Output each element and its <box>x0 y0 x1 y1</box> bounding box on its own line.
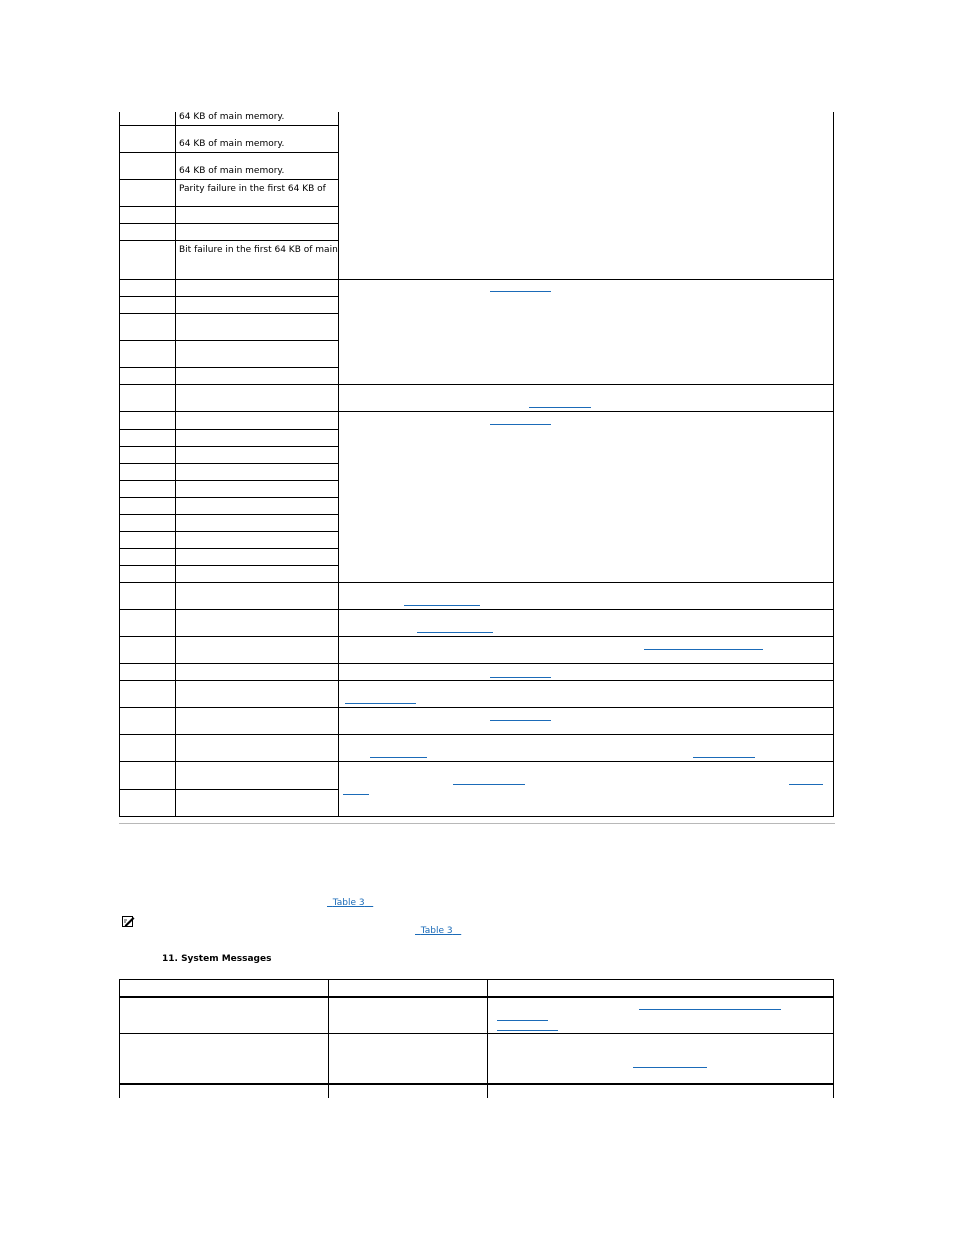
cross-reference-link[interactable] <box>490 424 551 425</box>
table-cell: 64 KB of main memory. <box>179 112 285 122</box>
row-divider <box>119 279 834 280</box>
cross-reference-link[interactable] <box>490 720 551 721</box>
row-divider <box>119 125 339 126</box>
cross-reference-link[interactable] <box>343 794 369 795</box>
row-divider <box>119 240 339 241</box>
row-divider <box>119 179 339 180</box>
row-divider <box>119 152 339 153</box>
row-divider <box>119 411 834 412</box>
section-heading: 11. System Messages <box>162 954 272 964</box>
row-divider <box>119 367 339 368</box>
row-divider <box>119 582 834 583</box>
row-divider <box>119 680 834 681</box>
cross-reference-link[interactable] <box>644 649 763 650</box>
row-divider <box>119 446 339 447</box>
row-divider <box>119 531 339 532</box>
row-divider <box>119 296 339 297</box>
row-divider <box>119 1083 834 1085</box>
row-divider <box>119 707 834 708</box>
table3-link-label: Table 3 <box>332 898 365 908</box>
cross-reference-link[interactable] <box>693 757 755 758</box>
cross-reference-link[interactable] <box>490 677 551 678</box>
cross-reference-link[interactable] <box>490 291 551 292</box>
table-border-bottom <box>119 816 834 817</box>
table-col-divider <box>338 112 339 817</box>
row-divider <box>119 548 339 549</box>
cross-reference-link[interactable] <box>417 632 493 633</box>
table-cell: 64 KB of main memory. <box>179 166 285 176</box>
table-border-top <box>119 979 834 980</box>
table-border-left <box>119 112 120 817</box>
row-divider <box>119 206 339 207</box>
table-col-divider <box>175 112 176 817</box>
note-pencil-icon <box>122 915 135 928</box>
table-cell: 64 KB of main memory. <box>179 139 285 149</box>
cross-reference-link[interactable] <box>453 784 525 785</box>
row-divider <box>119 761 834 762</box>
row-divider <box>119 429 339 430</box>
note-table3-link[interactable] <box>415 916 461 936</box>
cross-reference-link[interactable] <box>633 1067 707 1068</box>
cross-reference-link[interactable] <box>497 1030 558 1031</box>
row-divider <box>119 734 834 735</box>
row-divider <box>119 514 339 515</box>
row-divider <box>119 789 339 790</box>
row-divider <box>119 463 339 464</box>
row-divider <box>119 313 339 314</box>
cross-reference-link[interactable] <box>497 1020 548 1021</box>
row-divider <box>119 565 339 566</box>
row-divider <box>119 663 834 664</box>
cross-reference-link[interactable] <box>789 784 823 785</box>
note-table3-link-label: Table 3 <box>420 926 453 936</box>
row-divider <box>119 1033 834 1034</box>
cross-reference-link[interactable] <box>639 1009 781 1010</box>
row-divider <box>119 480 339 481</box>
cross-reference-link[interactable] <box>345 703 416 704</box>
header-divider <box>119 996 834 998</box>
cross-reference-link[interactable] <box>404 605 480 606</box>
row-divider <box>119 384 834 385</box>
row-divider <box>119 340 339 341</box>
row-divider <box>119 636 834 637</box>
row-divider <box>119 223 339 224</box>
cross-reference-link[interactable] <box>529 407 591 408</box>
table-cell: Bit failure in the first 64 KB of main <box>179 245 338 255</box>
row-divider <box>119 497 339 498</box>
cross-reference-link[interactable] <box>370 757 427 758</box>
table-cell: Parity failure in the first 64 KB of <box>179 184 326 194</box>
row-divider <box>119 609 834 610</box>
table-border-right <box>833 112 834 817</box>
table3-link[interactable] <box>327 888 373 908</box>
section-divider <box>119 823 835 824</box>
